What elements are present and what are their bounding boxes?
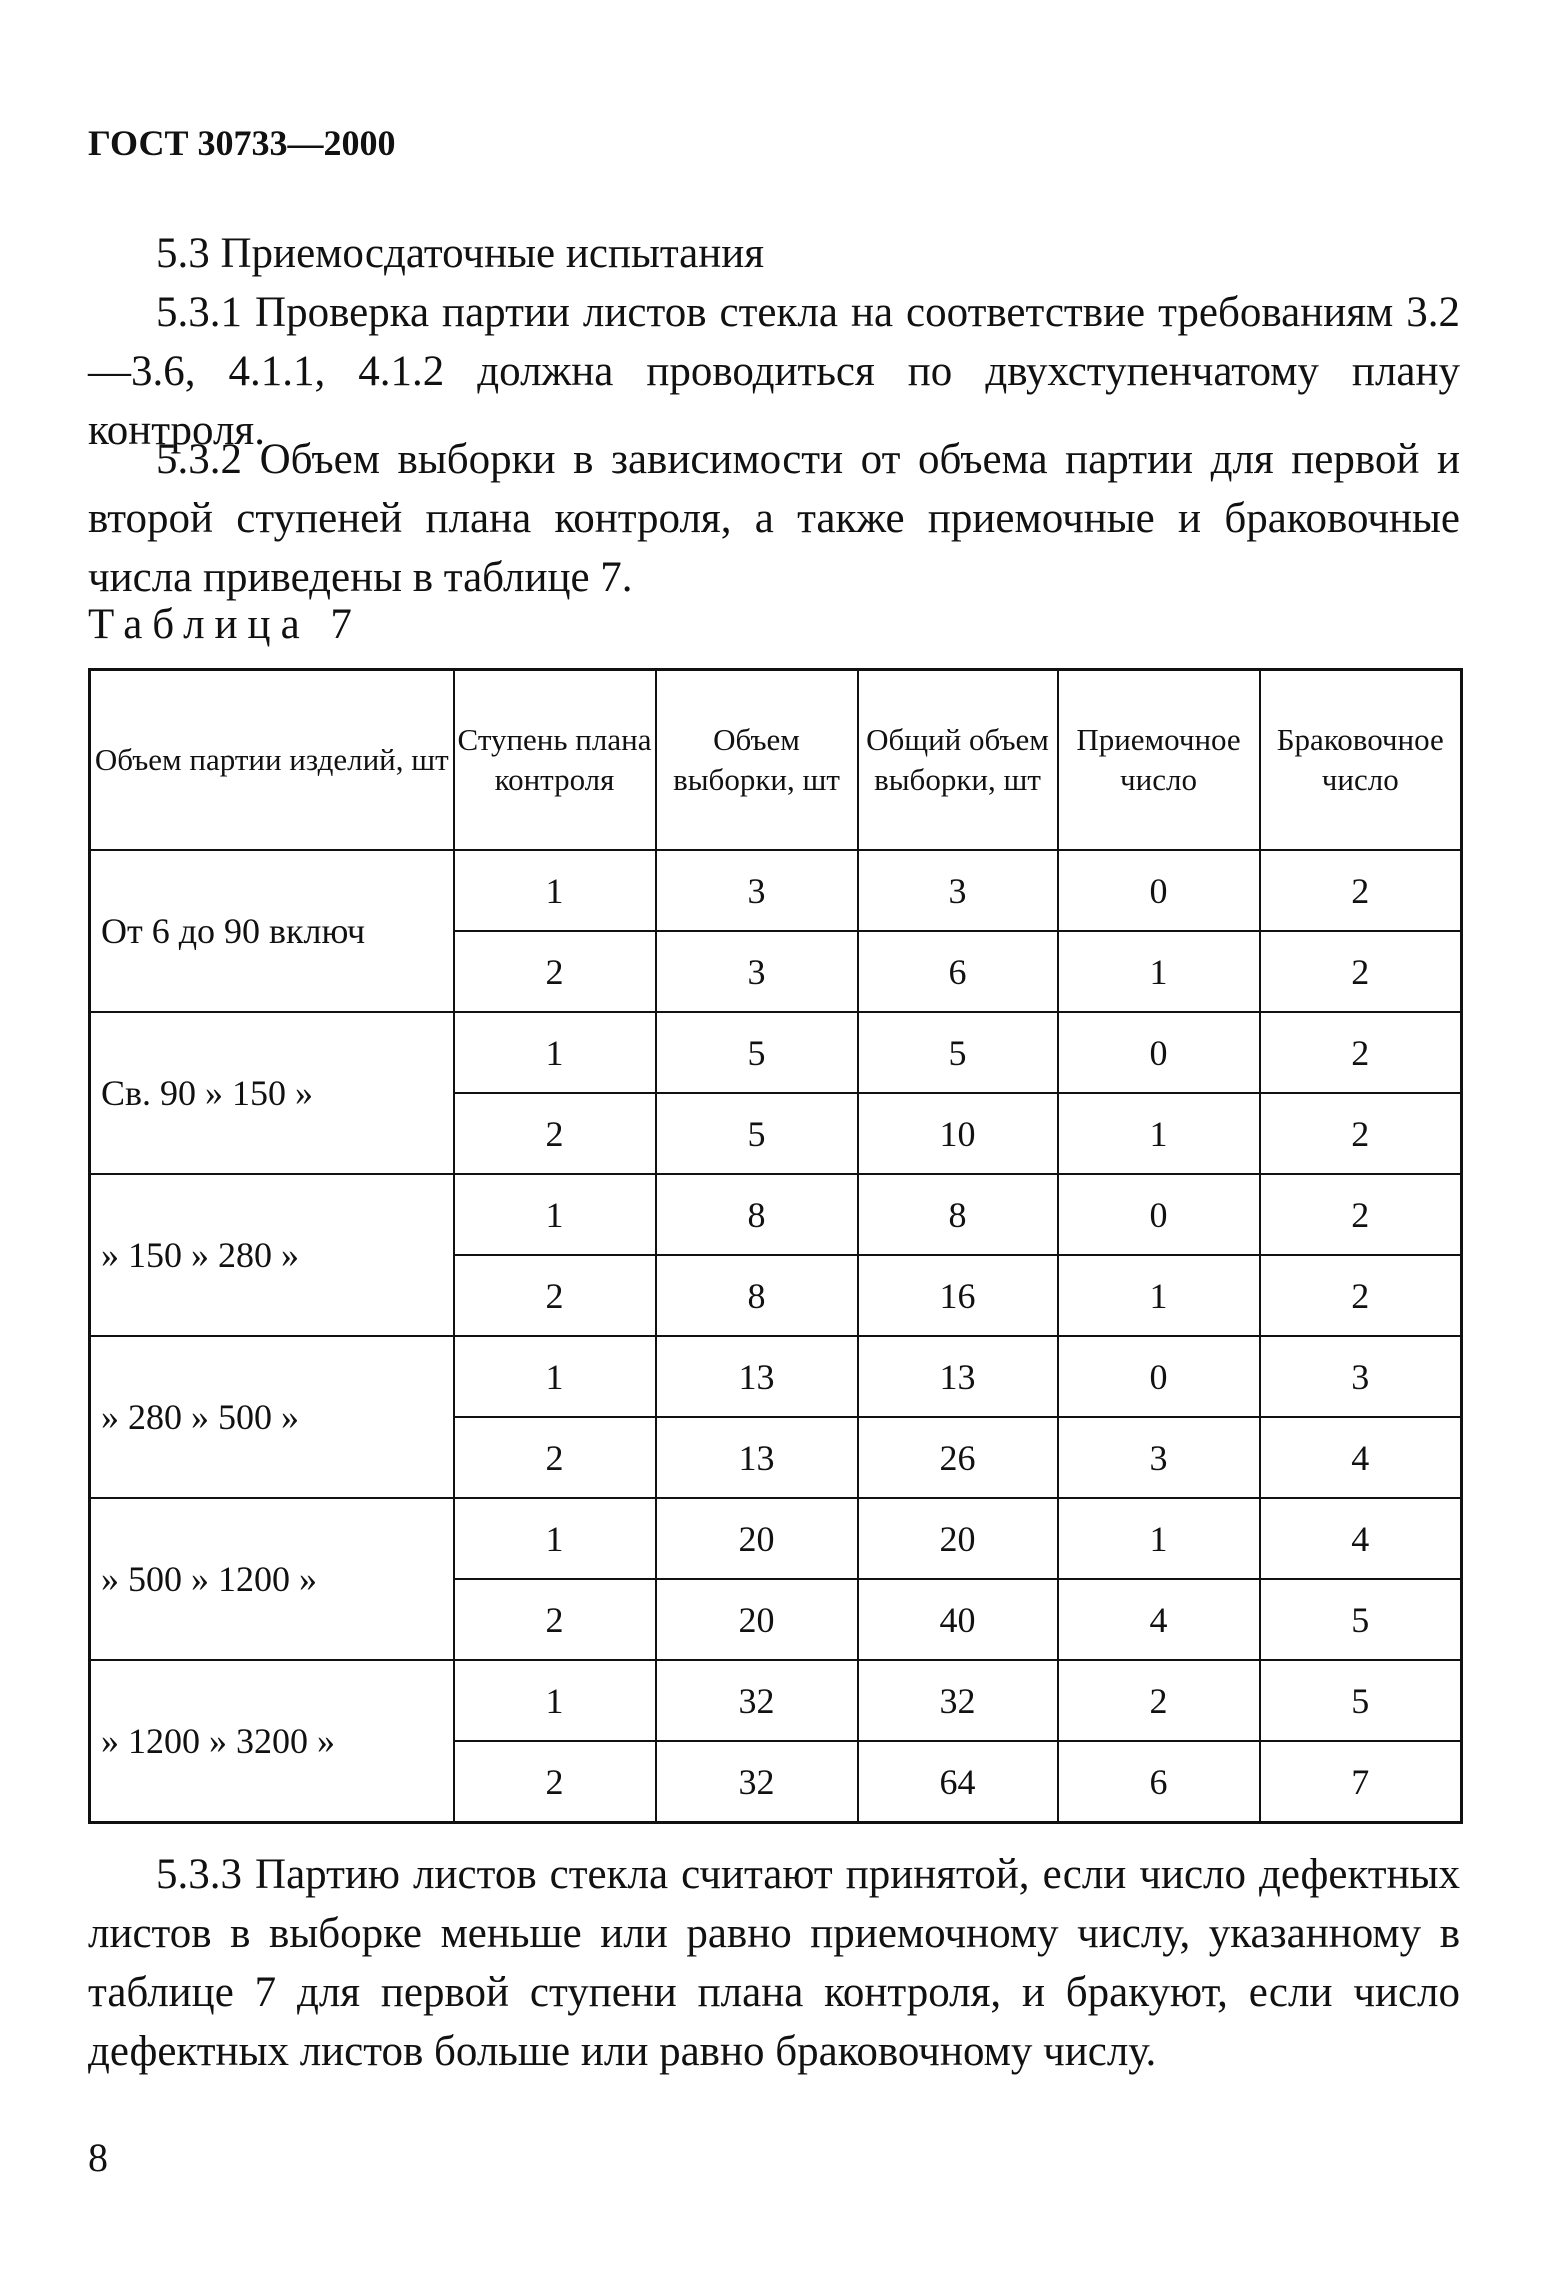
- header-total-sample: Общий объем выборки, шт: [858, 670, 1058, 851]
- lot-size-cell: » 1200 » 3200 »: [90, 1660, 454, 1823]
- acceptance-cell: 0: [1058, 1174, 1260, 1255]
- stage-cell: 2: [454, 1579, 656, 1660]
- paragraph-5-3-3-text: 5.3.3 Партию листов стекла считают принятой, если число дефектных листов в выборке меньше или равно приемочному числу, указанному в таблице 7 для первой ступени плана контроля, и бракуют, если число дефектных листов больше или равно браковочному числу.: [88, 1851, 1460, 2075]
- sample-cell: 20: [656, 1579, 858, 1660]
- lot-size-cell: От 6 до 90 включ: [90, 850, 454, 1012]
- total-cell: 13: [858, 1336, 1058, 1417]
- total-cell: 3: [858, 850, 1058, 931]
- lot-size-cell: » 500 » 1200 »: [90, 1498, 454, 1660]
- sample-cell: 3: [656, 931, 858, 1012]
- sample-cell: 13: [656, 1417, 858, 1498]
- rejection-cell: 2: [1260, 850, 1462, 931]
- total-cell: 64: [858, 1741, 1058, 1823]
- rejection-cell: 5: [1260, 1579, 1462, 1660]
- acceptance-cell: 1: [1058, 1255, 1260, 1336]
- section-title: [88, 224, 1460, 283]
- lot-size-cell: Св. 90 » 150 »: [90, 1012, 454, 1174]
- stage-cell: 2: [454, 1255, 656, 1336]
- total-cell: 6: [858, 931, 1058, 1012]
- stage-cell: 1: [454, 1174, 656, 1255]
- rejection-cell: 7: [1260, 1741, 1462, 1823]
- stage-cell: 1: [454, 1336, 656, 1417]
- rejection-cell: 4: [1260, 1417, 1462, 1498]
- acceptance-cell: 0: [1058, 850, 1260, 931]
- rejection-cell: 2: [1260, 1012, 1462, 1093]
- stage-cell: 2: [454, 931, 656, 1012]
- lot-size-cell: » 280 » 500 »: [90, 1336, 454, 1498]
- header-stage: Ступень плана контроля: [454, 670, 656, 851]
- header-rejection: Браковочное число: [1260, 670, 1462, 851]
- sample-cell: 32: [656, 1660, 858, 1741]
- stage-cell: 1: [454, 1660, 656, 1741]
- sample-cell: 8: [656, 1174, 858, 1255]
- header-acceptance: Приемочное число: [1058, 670, 1260, 851]
- acceptance-cell: 1: [1058, 1093, 1260, 1174]
- sample-cell: 8: [656, 1255, 858, 1336]
- table-7: [88, 668, 1463, 1824]
- total-cell: 5: [858, 1012, 1058, 1093]
- total-cell: 26: [858, 1417, 1058, 1498]
- total-cell: 32: [858, 1660, 1058, 1741]
- acceptance-cell: 1: [1058, 931, 1260, 1012]
- stage-cell: 1: [454, 1012, 656, 1093]
- sample-cell: 5: [656, 1012, 858, 1093]
- stage-cell: 2: [454, 1093, 656, 1174]
- stage-cell: 2: [454, 1417, 656, 1498]
- table-row: [90, 1336, 1462, 1417]
- sample-cell: 32: [656, 1741, 858, 1823]
- total-cell: 40: [858, 1579, 1058, 1660]
- header-lot-size: Объем партии изделий, шт: [90, 670, 454, 851]
- table-row: [90, 1012, 1462, 1093]
- acceptance-cell: 0: [1058, 1012, 1260, 1093]
- section-title-text: 5.3 Приемосдаточные испытания: [156, 230, 765, 277]
- sample-cell: 20: [656, 1498, 858, 1579]
- acceptance-cell: 3: [1058, 1417, 1260, 1498]
- paragraph-5-3-2: [88, 430, 1460, 607]
- sample-cell: 13: [656, 1336, 858, 1417]
- rejection-cell: 2: [1260, 931, 1462, 1012]
- table-row: [90, 1660, 1462, 1741]
- rejection-cell: 5: [1260, 1660, 1462, 1741]
- rejection-cell: 2: [1260, 1255, 1462, 1336]
- acceptance-cell: 4: [1058, 1579, 1260, 1660]
- table-row: [90, 850, 1462, 931]
- table-header-row: [90, 670, 1462, 851]
- header-sample-size: Объем выборки, шт: [656, 670, 858, 851]
- rejection-cell: 4: [1260, 1498, 1462, 1579]
- acceptance-cell: 1: [1058, 1498, 1260, 1579]
- total-cell: 8: [858, 1174, 1058, 1255]
- stage-cell: 1: [454, 850, 656, 931]
- rejection-cell: 2: [1260, 1174, 1462, 1255]
- table-caption: Таблица 7: [88, 601, 362, 648]
- acceptance-cell: 6: [1058, 1741, 1260, 1823]
- table-row: [90, 1174, 1462, 1255]
- sample-cell: 5: [656, 1093, 858, 1174]
- paragraph-5-3-2-text: 5.3.2 Объем выборки в зависимости от объема партии для первой и второй ступеней плана контроля, а также приемочные и браковочные числа приведены в таблице 7.: [88, 436, 1460, 601]
- table-row: [90, 1498, 1462, 1579]
- paragraph-5-3-3: [88, 1845, 1460, 2081]
- rejection-cell: 3: [1260, 1336, 1462, 1417]
- total-cell: 10: [858, 1093, 1058, 1174]
- sample-cell: 3: [656, 850, 858, 931]
- stage-cell: 2: [454, 1741, 656, 1823]
- rejection-cell: 2: [1260, 1093, 1462, 1174]
- acceptance-cell: 2: [1058, 1660, 1260, 1741]
- total-cell: 20: [858, 1498, 1058, 1579]
- total-cell: 16: [858, 1255, 1058, 1336]
- acceptance-cell: 0: [1058, 1336, 1260, 1417]
- lot-size-cell: » 150 » 280 »: [90, 1174, 454, 1336]
- standard-header: ГОСТ 30733—2000: [88, 123, 396, 163]
- stage-cell: 1: [454, 1498, 656, 1579]
- paragraph-5-3-1-text: 5.3.1 Проверка партии листов стекла на соответствие требованиям 3.2—3.6, 4.1.1, 4.1.2 должна проводиться по двухступенчатому плану контроля.: [88, 289, 1460, 454]
- page-number: 8: [88, 2135, 108, 2180]
